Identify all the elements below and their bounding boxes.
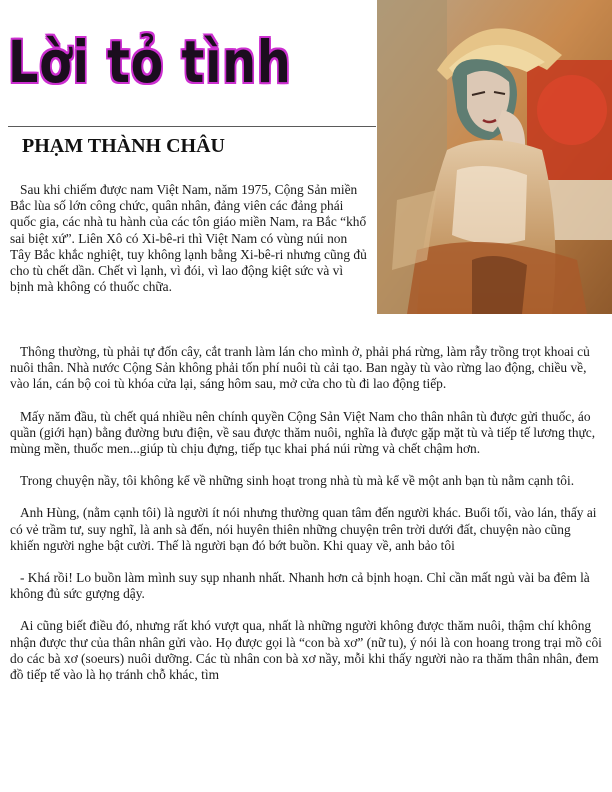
paragraph-3: Mấy năm đầu, tù chết quá nhiều nên chính quyền Cộng Sản Việt Nam cho thân nhân tù được gửi thuốc, áo quần (giới hạn) bằng đường bưu điện, về sau được thăm nuôi, nghĩa là được gặp mặt tù và tiếp tế lương thực, mùng mền, thuốc men...giúp tù chịu đựng, tiếp tục khai phá núi rừng và chết chậm hơn. [10, 408, 596, 457]
author-name: PHẠM THÀNH CHÂU [22, 135, 225, 157]
paragraph-1: Sau khi chiếm được nam Việt Nam, năm 1975, Cộng Sản miền Bắc lùa số lớn công chức, quân nhân, đảng viên các đảng phái quốc gia, các nhà tu hành của các tôn giáo miền Nam, ra Bắc “khổ sai biệt xứ”. Liên Xô có Xi-bê-ri thì Việt Nam có vùng núi non Tây Bắc khắc nghiệt, tuy không lạnh bằng Xi-bê-ri nhưng cũng đủ cho tù chết dần. Chết vì lạnh, vì đói, vì lao động kiệt sức và vì bịnh mà không có thuốc chữa. [10, 182, 367, 295]
title-divider [8, 126, 376, 127]
paragraph-2: Thông thường, tù phải tự đốn cây, cắt tranh làm lán cho mình ở, phải phá rừng, làm rẫy trồng trọt khoai củ nuôi thân. Nhà nước Cộng Sản không phải tốn phí nuôi tù cải tạo. Ban ngày tù vào rừng lao động, chiều về, vào lán, cán bộ coi tù khóa cửa lại, sáng hôm sau, mở cửa cho tù đi lao động tiếp. [10, 344, 590, 392]
paragraph-7: Ai cũng biết điều đó, nhưng rất khó vượt qua, nhất là những người không được thăm nuôi, thậm chí không nhận được thư của thân nhân gửi vào. Họ được gọi là “con bà xơ” (nữ tu), ý nói là con hoang trong trại mồ côi do các bà xơ (soeurs) nuôi dưỡng. Các tù nhân con bà xơ nầy, mỗi khi thấy người nào ra thăm thân nhân, đem đồ tiếp tế vào là họ tránh chỗ khác, tìm [10, 618, 602, 683]
paragraph-5: Anh Hùng, (nằm cạnh tôi) là người ít nói nhưng thường quan tâm đến người khác. Buổi tối, vào lán, thấy ai có vẻ trầm tư, suy nghĩ, là anh sà đến, nói huyên thiên những chuyện trên trời dưới đất, chuyện nào cũng khiến người nghe bật cười. Thế là người bạn đó bớt buồn. Khi quay về, anh bảo tôi [10, 505, 597, 553]
paragraph-4: Trong chuyện nầy, tôi không kể về những sinh hoạt trong nhà tù mà kể về một anh bạn tù nằm cạnh tôi. [20, 473, 575, 489]
paragraph-6: - Khá rồi! Lo buồn làm mình suy sụp nhanh nhất. Nhanh hơn cả bịnh hoạn. Chỉ cần mất ngủ vài ba đêm là không đủ sức gượng dậy. [10, 570, 590, 602]
article-body [10, 344, 602, 699]
article-body-intro [10, 182, 368, 295]
article-title: Lời tỏ tình [8, 28, 292, 96]
painting-woman-in-hat-icon [377, 0, 612, 314]
